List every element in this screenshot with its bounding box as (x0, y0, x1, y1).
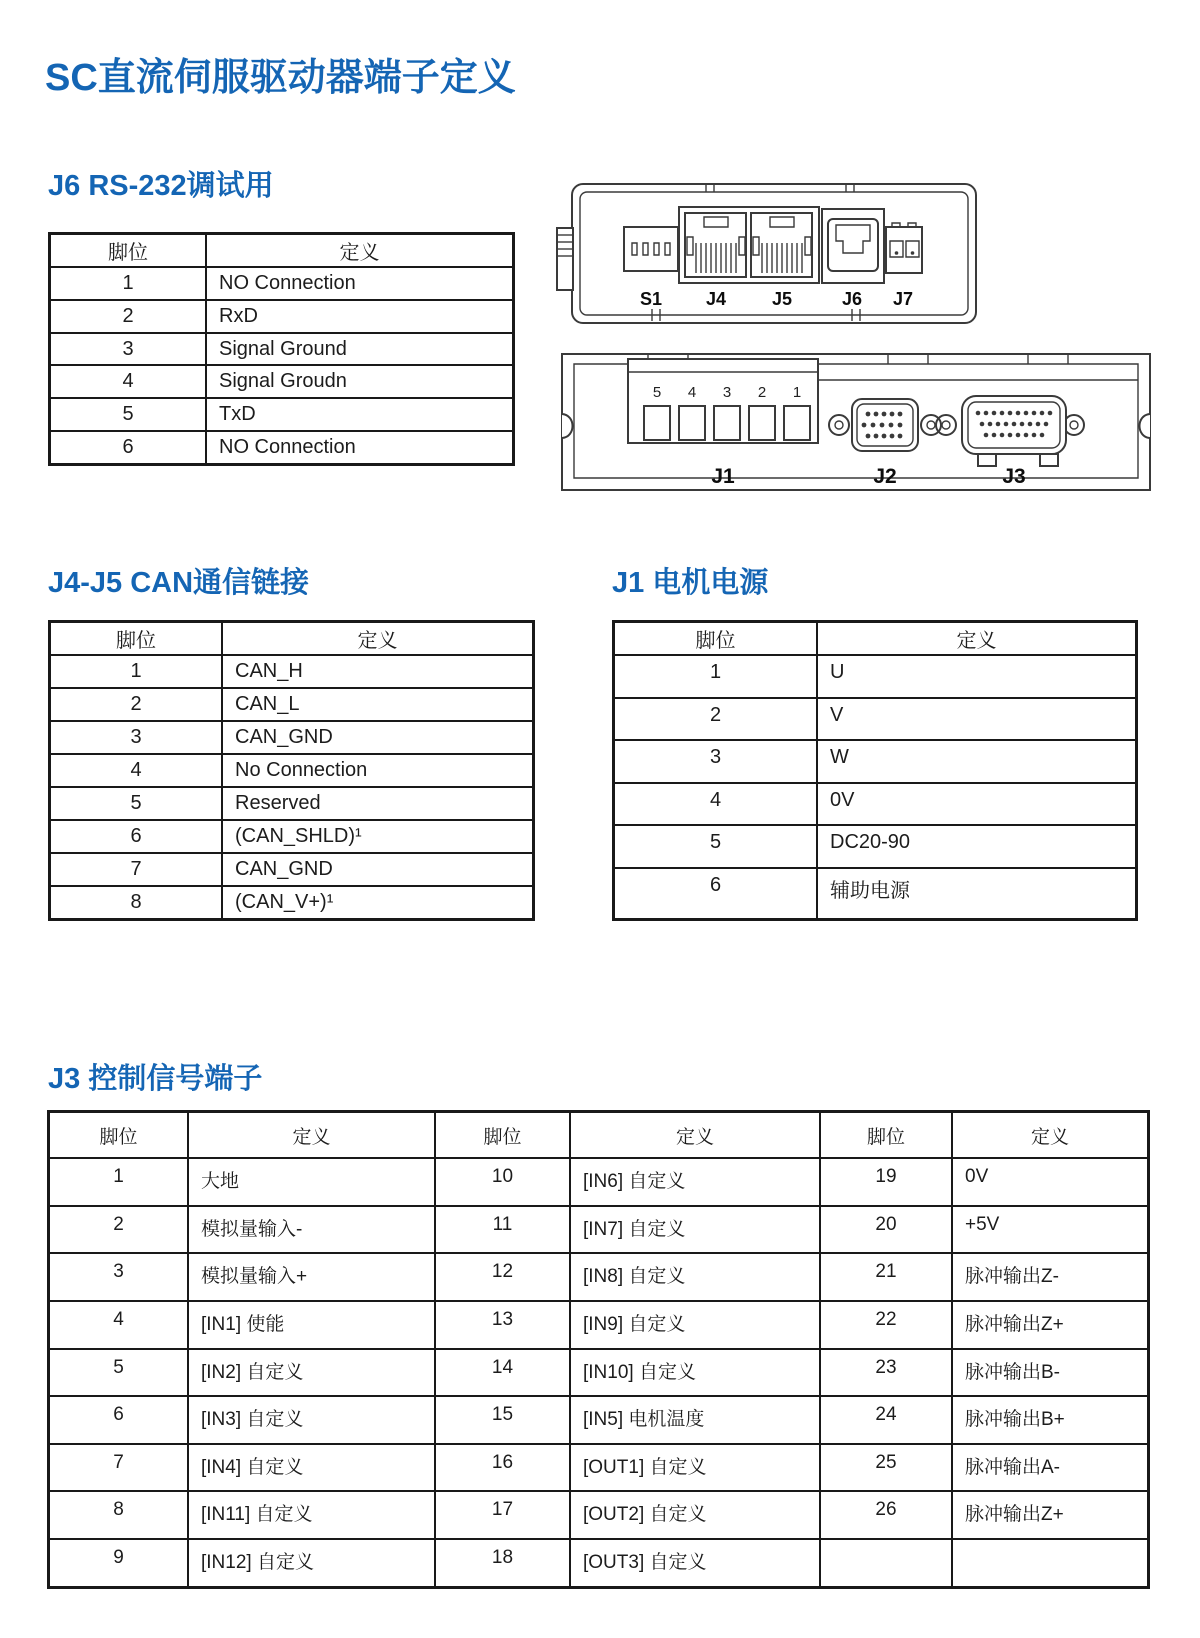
definition-cell: U (817, 655, 1137, 698)
column-header: 定义 (570, 1112, 820, 1159)
definition-cell: V (817, 698, 1137, 741)
pin-cell: 24 (820, 1396, 952, 1444)
table-row (49, 1349, 1149, 1397)
column-header: 脚位 (50, 622, 223, 656)
definition-cell: Signal Ground (206, 333, 514, 366)
pin-cell (820, 1539, 952, 1587)
header-row (50, 622, 534, 656)
definition-cell: TxD (206, 398, 514, 431)
pin-cell: 5 (50, 787, 223, 820)
pin-cell: 6 (50, 820, 223, 853)
definition-cell: No Connection (222, 754, 534, 787)
connector-label-j2: J2 (873, 465, 897, 488)
definition-cell: 脉冲输出Z+ (952, 1491, 1149, 1539)
column-header: 脚位 (820, 1112, 952, 1159)
table-row (49, 1539, 1149, 1587)
pin-cell: 26 (820, 1491, 952, 1539)
definition-cell: 0V (952, 1158, 1149, 1206)
definition-cell: W (817, 740, 1137, 783)
pin-cell: 1 (50, 655, 223, 688)
section-heading-j3: J3 控制信号端子 (48, 1063, 263, 1095)
definition-cell: [IN7] 自定义 (570, 1206, 820, 1254)
pin-cell: 14 (435, 1349, 570, 1397)
pin-cell: 1 (49, 1158, 189, 1206)
definition-cell: [IN10] 自定义 (570, 1349, 820, 1397)
pin-cell: 2 (50, 300, 207, 333)
section-heading-j1: J1 电机电源 (612, 567, 769, 599)
table-row (50, 333, 514, 366)
j4j5-can-pin-table (48, 620, 535, 921)
definition-cell: 大地 (188, 1158, 435, 1206)
column-header: 脚位 (614, 622, 818, 656)
definition-cell (952, 1539, 1149, 1587)
pin-cell: 16 (435, 1444, 570, 1492)
table-row (50, 721, 534, 754)
table-row (50, 655, 534, 688)
table-row (614, 783, 1137, 826)
j6-pin-table (48, 232, 515, 466)
pin-cell: 3 (49, 1253, 189, 1301)
pin-cell: 3 (614, 740, 818, 783)
connector-label-j5: J5 (771, 289, 793, 309)
table-row (614, 698, 1137, 741)
j1-pin-number: 2 (757, 384, 767, 401)
table-row (49, 1301, 1149, 1349)
definition-cell: 脉冲输出B- (952, 1349, 1149, 1397)
pin-cell: 2 (50, 688, 223, 721)
table-row (49, 1444, 1149, 1492)
pin-cell: 23 (820, 1349, 952, 1397)
definition-cell: CAN_L (222, 688, 534, 721)
definition-cell: [IN2] 自定义 (188, 1349, 435, 1397)
definition-cell: [IN6] 自定义 (570, 1158, 820, 1206)
j1-power-pin-table (612, 620, 1138, 921)
pin-cell: 4 (50, 365, 207, 398)
pin-cell: 5 (50, 398, 207, 431)
column-header: 定义 (952, 1112, 1149, 1159)
definition-cell: CAN_GND (222, 721, 534, 754)
pin-cell: 25 (820, 1444, 952, 1492)
j1-pin-number: 3 (722, 384, 732, 401)
pin-cell: 9 (49, 1539, 189, 1587)
column-header: 定义 (222, 622, 534, 656)
definition-cell: 脉冲输出A- (952, 1444, 1149, 1492)
j4-rj45-connector (685, 213, 746, 277)
table-row (614, 868, 1137, 920)
j1-pin-number: 4 (687, 384, 697, 401)
j1-pin-number: 1 (792, 384, 802, 401)
pin-cell: 6 (49, 1396, 189, 1444)
definition-cell: [OUT1] 自定义 (570, 1444, 820, 1492)
header-row (49, 1112, 1149, 1159)
pin-cell: 5 (49, 1349, 189, 1397)
pin-cell: 11 (435, 1206, 570, 1254)
table-row (50, 820, 534, 853)
pin-cell: 18 (435, 1539, 570, 1587)
table-row (49, 1396, 1149, 1444)
pin-cell: 2 (614, 698, 818, 741)
definition-cell: 0V (817, 783, 1137, 826)
pin-cell: 13 (435, 1301, 570, 1349)
section-heading-j6: J6 RS-232调试用 (48, 170, 274, 202)
pin-cell: 8 (50, 886, 223, 920)
definition-cell: DC20-90 (817, 825, 1137, 868)
definition-cell: 模拟量输入+ (188, 1253, 435, 1301)
table-row (50, 431, 514, 464)
pin-cell: 22 (820, 1301, 952, 1349)
device-top-view-diagram (556, 181, 982, 327)
pin-cell: 6 (614, 868, 818, 920)
column-header: 脚位 (435, 1112, 570, 1159)
table-row (50, 365, 514, 398)
table-row (49, 1206, 1149, 1254)
definition-cell: (CAN_V+)¹ (222, 886, 534, 920)
definition-cell: NO Connection (206, 431, 514, 464)
definition-cell: NO Connection (206, 267, 514, 300)
pin-cell: 19 (820, 1158, 952, 1206)
j3-control-signal-table (47, 1110, 1150, 1589)
device-front-view-diagram (558, 352, 1154, 494)
pin-cell: 5 (614, 825, 818, 868)
pin-cell: 21 (820, 1253, 952, 1301)
definition-cell: [IN11] 自定义 (188, 1491, 435, 1539)
connector-label-j4: J4 (705, 289, 727, 309)
connector-label-j6: J6 (841, 289, 863, 309)
pin-cell: 10 (435, 1158, 570, 1206)
table-row (50, 300, 514, 333)
table-row (50, 267, 514, 300)
pin-cell: 1 (50, 267, 207, 300)
definition-cell: [IN12] 自定义 (188, 1539, 435, 1587)
connector-label-j1: J1 (711, 465, 735, 488)
pin-cell: 1 (614, 655, 818, 698)
table-row (49, 1491, 1149, 1539)
column-header: 定义 (817, 622, 1137, 656)
pin-cell: 4 (49, 1301, 189, 1349)
definition-cell: Signal Groudn (206, 365, 514, 398)
page-title: SC直流伺服驱动器端子定义 (45, 57, 516, 99)
definition-cell: [IN9] 自定义 (570, 1301, 820, 1349)
column-header: 定义 (188, 1112, 435, 1159)
table-row (614, 825, 1137, 868)
definition-cell: 脉冲输出Z+ (952, 1301, 1149, 1349)
pin-cell: 3 (50, 333, 207, 366)
definition-cell: 脉冲输出Z- (952, 1253, 1149, 1301)
header-row (50, 234, 514, 268)
j7-terminal-connector (886, 223, 922, 273)
table-row (50, 886, 534, 920)
pin-cell: 20 (820, 1206, 952, 1254)
j1-pin-number: 5 (652, 384, 662, 401)
connector-label-s1: S1 (639, 289, 663, 309)
definition-cell: CAN_GND (222, 853, 534, 886)
j5-rj45-connector (751, 213, 812, 277)
definition-cell: 脉冲输出B+ (952, 1396, 1149, 1444)
pin-cell: 8 (49, 1491, 189, 1539)
table-row (49, 1253, 1149, 1301)
pin-cell: 12 (435, 1253, 570, 1301)
definition-cell: [OUT2] 自定义 (570, 1491, 820, 1539)
definition-cell: [IN1] 使能 (188, 1301, 435, 1349)
pin-cell: 7 (50, 853, 223, 886)
definition-cell: RxD (206, 300, 514, 333)
table-row (614, 740, 1137, 783)
table-row (50, 787, 534, 820)
pin-cell: 15 (435, 1396, 570, 1444)
table-row (50, 754, 534, 787)
header-row (614, 622, 1137, 656)
connector-label-j3: J3 (1002, 465, 1026, 488)
column-header: 定义 (206, 234, 514, 268)
table-row (614, 655, 1137, 698)
pin-cell: 7 (49, 1444, 189, 1492)
definition-cell: 辅助电源 (817, 868, 1137, 920)
j1-terminal-block (628, 359, 818, 443)
definition-cell: 模拟量输入- (188, 1206, 435, 1254)
column-header: 脚位 (50, 234, 207, 268)
table-row (50, 688, 534, 721)
cable-gland (557, 228, 573, 290)
definition-cell: (CAN_SHLD)¹ (222, 820, 534, 853)
definition-cell: CAN_H (222, 655, 534, 688)
connector-label-j7: J7 (892, 289, 914, 309)
definition-cell: [IN8] 自定义 (570, 1253, 820, 1301)
table-row (49, 1158, 1149, 1206)
pin-cell: 4 (614, 783, 818, 826)
pin-cell: 3 (50, 721, 223, 754)
section-heading-j4j5: J4-J5 CAN通信链接 (48, 567, 310, 599)
definition-cell: +5V (952, 1206, 1149, 1254)
definition-cell: [OUT3] 自定义 (570, 1539, 820, 1587)
pin-cell: 4 (50, 754, 223, 787)
pin-cell: 17 (435, 1491, 570, 1539)
s1-dip-switch (624, 227, 678, 271)
definition-cell: [IN4] 自定义 (188, 1444, 435, 1492)
column-header: 脚位 (49, 1112, 189, 1159)
pin-cell: 6 (50, 431, 207, 464)
pin-cell: 2 (49, 1206, 189, 1254)
definition-cell: Reserved (222, 787, 534, 820)
definition-cell: [IN5] 电机温度 (570, 1396, 820, 1444)
definition-cell: [IN3] 自定义 (188, 1396, 435, 1444)
table-row (50, 853, 534, 886)
table-row (50, 398, 514, 431)
